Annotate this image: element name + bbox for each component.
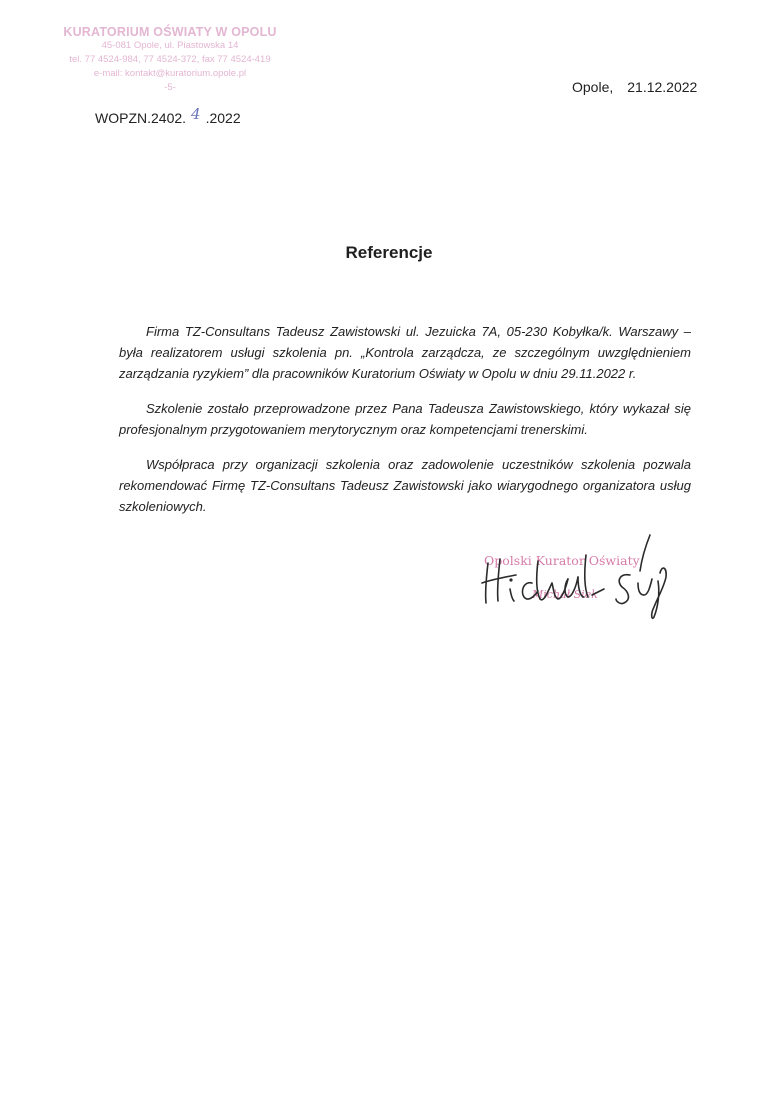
institution-stamp: [50, 25, 290, 95]
stamp-title: KURATORIUM OŚWIATY W OPOLU: [63, 25, 277, 39]
stamp-phone: tel. 77 4524-984, 77 4524-372, fax 77 4524-419: [69, 54, 271, 65]
letter-body: [119, 321, 691, 531]
signature-stamp-name: Michał Siek: [532, 588, 598, 601]
ref-suffix: .2022: [205, 110, 241, 126]
date-city: Opole,: [572, 79, 614, 95]
date-value: 21.12.2022: [627, 79, 698, 95]
stamp-email: e-mail: kontakt@kuratorium.opole.pl: [93, 68, 247, 79]
stamp-mark: -5-: [164, 82, 176, 93]
paragraph-1: Firma TZ-Consultans Tadeusz Zawistowski ul. Jezuicka 7A, 05-230 Kobyłka/k. Warszawy – była realizatorem usługi szkolenia pn. „Kontrola zarządcza, ze szczególnym uwzględnieniem zarządzania ryzykiem” dla pracowników Kuratorium Oświaty w Opolu w dniu 29.11.2022 r.: [119, 324, 691, 381]
document-date: [572, 79, 697, 95]
page-title: Referencje: [345, 243, 433, 262]
ref-handwritten-number: 4: [191, 105, 201, 123]
paragraph-2: Szkolenie zostało przeprowadzone przez Pana Tadeusza Zawistowskiego, który wykazał się profesjonalnym przygotowaniem merytorycznym oraz kompetencjami trenerskimi.: [119, 401, 691, 437]
ref-prefix: WOPZN.2402.: [95, 110, 187, 126]
stamp-address: 45-081 Opole, ul. Piastowska 14: [101, 40, 239, 51]
reference-number: [95, 105, 241, 127]
signature-stamp-title: Opolski Kurator Oświaty: [484, 553, 640, 568]
paragraph-3: Współpraca przy organizacji szkolenia oraz zadowolenie uczestników szkolenia pozwala rekomendować Firmę TZ-Consultans Tadeusz Zawistowski jako wiarygodnego organizatora usług szkoleniowych.: [119, 457, 691, 514]
handwritten-signature: [470, 525, 685, 620]
